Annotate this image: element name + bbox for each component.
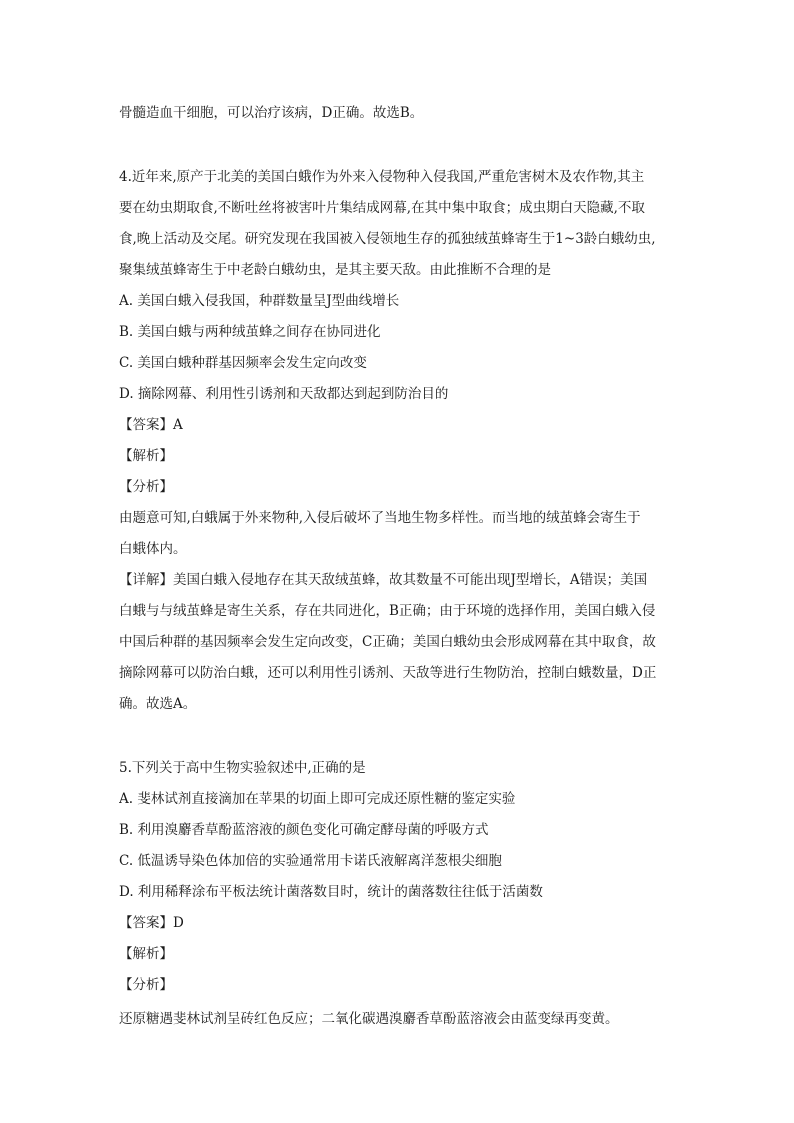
q4-detail-line-4: 摘除网幕可以防治白蛾，还可以利用性引诱剂、天敌等进行生物防治，控制白蛾数量，D正 (119, 665, 657, 681)
q4-detail-line-3: 中国后种群的基因频率会发生定向改变，C正确；美国白蛾幼虫会形成网幕在其中取食，故 (119, 634, 656, 650)
q4-detail-line-1: 【详解】美国白蛾入侵地存在其天敌绒茧蜂，故其数量不可能出现J型增长，A错误；美国 (119, 572, 648, 588)
q4-stem-line-2: 要在幼虫期取食,不断吐丝将被害叶片集结成网幕,在其中集中取食；成虫期白天隐藏,不取 (119, 200, 645, 216)
q5-answer: 【答案】D (119, 915, 184, 931)
q4-fenxi-line-2: 白蛾体内。 (119, 541, 187, 557)
q4-detail-line-2: 白蛾与与绒茧蜂是寄生关系，存在共同进化，B正确；由于环境的选择作用，美国白蛾入侵 (119, 603, 656, 619)
q4-fenxi-line-1: 由题意可知,白蛾属于外来物种,入侵后破坏了当地生物多样性。而当地的绒茧蜂会寄生于 (119, 510, 641, 526)
prev-answer-line: 骨髓造血干细胞，可以治疗该病，D正确。故选B。 (119, 105, 424, 121)
q4-option-a: A. 美国白蛾入侵我国，种群数量呈J型曲线增长 (119, 293, 400, 309)
q5-option-c: C. 低温诱导染色体加倍的实验通常用卡诺氏液解离洋葱根尖细胞 (119, 853, 502, 869)
q5-option-b: B. 利用溴麝香草酚蓝溶液的颜色变化可确定酵母菌的呼吸方式 (119, 822, 489, 838)
q5-fenxi-heading: 【分析】 (119, 977, 173, 993)
q5-option-d: D. 利用稀释涂布平板法统计菌落数目时，统计的菌落数往往低于活菌数 (119, 884, 543, 900)
q4-stem-line-4: 聚集绒茧蜂寄生于中老龄白蛾幼虫，是其主要天敌。由此推断不合理的是 (119, 262, 551, 278)
q4-jiexi-heading: 【解析】 (119, 448, 173, 464)
q5-stem: 5.下列关于高中生物实验叙述中,正确的是 (119, 760, 366, 776)
q4-detail-line-5: 确。故选A。 (119, 696, 197, 712)
q4-answer: 【答案】A (119, 417, 183, 433)
q5-fenxi-line: 还原糖遇斐林试剂呈砖红色反应；二氧化碳遇溴麝香草酚蓝溶液会由蓝变绿再变黄。 (119, 1011, 619, 1027)
q4-option-b: B. 美国白蛾与两种绒茧蜂之间存在协同进化 (119, 324, 381, 340)
q4-stem-line-3: 食,晚上活动及交尾。研究发现在我国被入侵领地生存的孤独绒茧蜂寄生于1~3龄白蛾幼虫, (119, 231, 656, 247)
q5-jiexi-heading: 【解析】 (119, 946, 173, 962)
q4-option-d: D. 摘除网幕、利用性引诱剂和天敌都达到起到防治目的 (119, 386, 449, 402)
q4-option-c: C. 美国白蛾种群基因频率会发生定向改变 (119, 355, 367, 371)
q4-stem-line-1: 4.近年来,原产于北美的美国白蛾作为外来入侵物种入侵我国,严重危害树木及农作物,其主 (119, 169, 645, 185)
q5-option-a: A. 斐林试剂直接滴加在苹果的切面上即可完成还原性糖的鉴定实验 (119, 791, 516, 807)
q4-fenxi-heading: 【分析】 (119, 479, 173, 495)
